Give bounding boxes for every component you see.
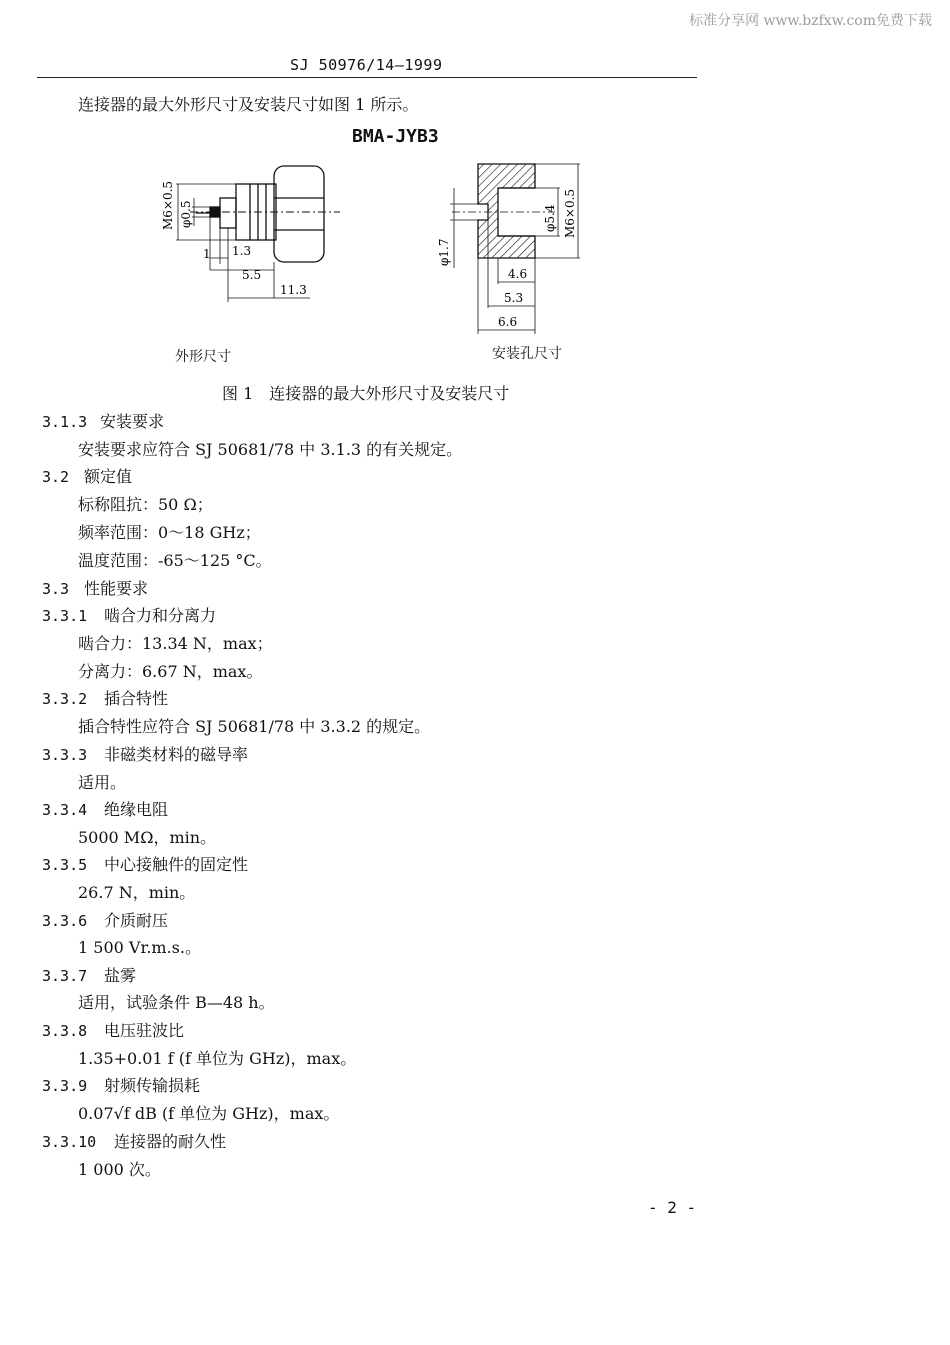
- dim-thread-right: M6×0.5: [563, 188, 577, 238]
- section-heading: 3.3 性能要求: [42, 579, 149, 598]
- section-heading: 3.3.9 射频传输损耗: [42, 1076, 201, 1095]
- left-figure-caption: 外形尺寸: [175, 349, 231, 365]
- dim-r2: 5.3: [504, 291, 524, 305]
- section-heading: 3.2 额定值: [42, 467, 133, 486]
- front-shell: [220, 198, 236, 228]
- dim-d4: 11.3: [280, 283, 307, 297]
- panel-section: [478, 164, 535, 258]
- dim-d1: 1: [203, 247, 211, 261]
- dim-bore-dia: φ5.4: [543, 204, 557, 232]
- hex-nut: [274, 166, 324, 262]
- section-body: 0.07√f dB (f 单位为 GHz)，max。: [78, 1104, 340, 1123]
- dim-r3: 6.6: [498, 315, 518, 329]
- section-body: 分离力：6.67 N，max。: [78, 662, 263, 681]
- section-body: 安装要求应符合 SJ 50681/78 中 3.1.3 的有关规定。: [78, 440, 463, 459]
- section-body: 5000 MΩ，min。: [78, 828, 217, 847]
- dim-thread-left: M6×0.5: [161, 180, 175, 230]
- section-heading: 3.3.2 插合特性: [42, 689, 169, 708]
- section-heading: 3.3.6 介质耐压: [42, 911, 169, 930]
- dim-d3: 5.5: [242, 268, 262, 282]
- section-heading: 3.3.5 中心接触件的固定性: [42, 855, 249, 874]
- dim-pin-dia: φ0.5: [179, 200, 193, 228]
- section-body: 适用，试验条件 B—48 h。: [78, 993, 275, 1012]
- section-heading: 3.3.8 电压驻波比: [42, 1021, 185, 1040]
- right-figure-caption: 安装孔尺寸: [492, 346, 562, 362]
- page-number: - 2 -: [648, 1198, 697, 1217]
- figure-caption: 图 1 连接器的最大外形尺寸及安装尺寸: [222, 384, 510, 403]
- mounting-hole-drawing: [430, 158, 600, 338]
- section-body: 插合特性应符合 SJ 50681/78 中 3.3.2 的规定。: [78, 717, 431, 736]
- section-body: 1 000 次。: [78, 1160, 161, 1179]
- dim-r1: 4.6: [508, 267, 528, 281]
- section-heading: 3.3.1 啮合力和分离力: [42, 606, 217, 625]
- section-heading: 3.3.4 绝缘电阻: [42, 800, 169, 819]
- section-heading: 3.3.3 非磁类材料的磁导率: [42, 745, 249, 764]
- section-body: 啮合力：13.34 N，max；: [78, 634, 273, 653]
- section-body: 1 500 Vr.m.s.。: [78, 938, 201, 957]
- intro-text: 连接器的最大外形尺寸及安装尺寸如图 1 所示。: [78, 95, 419, 114]
- dim-hole-dia: φ1.7: [437, 238, 451, 266]
- section-body: 适用。: [78, 773, 127, 792]
- section-body: 标称阻抗：50 Ω；: [78, 495, 213, 514]
- section-body: 26.7 N，min。: [78, 883, 196, 902]
- section-body: 频率范围：0～18 GHz；: [78, 523, 261, 542]
- watermark: 标准分享网 www.bzfxw.com免费下载: [689, 13, 932, 29]
- section-heading: 3.1.3 安装要求: [42, 412, 165, 431]
- section-heading: 3.3.7 盐雾: [42, 966, 137, 985]
- header-rule: [37, 77, 697, 78]
- section-heading: 3.3.10 连接器的耐久性: [42, 1132, 227, 1151]
- standard-number: SJ 50976/14—1999: [290, 56, 443, 74]
- section-body: 1.35+0.01 f (f 单位为 GHz)，max。: [78, 1049, 357, 1068]
- dim-d2: 1.3: [232, 244, 252, 258]
- figure-model: BMA-JYB3: [352, 126, 439, 147]
- section-body: 温度范围：-65～125 °C。: [78, 551, 272, 570]
- connector-outline-drawing: [150, 158, 350, 308]
